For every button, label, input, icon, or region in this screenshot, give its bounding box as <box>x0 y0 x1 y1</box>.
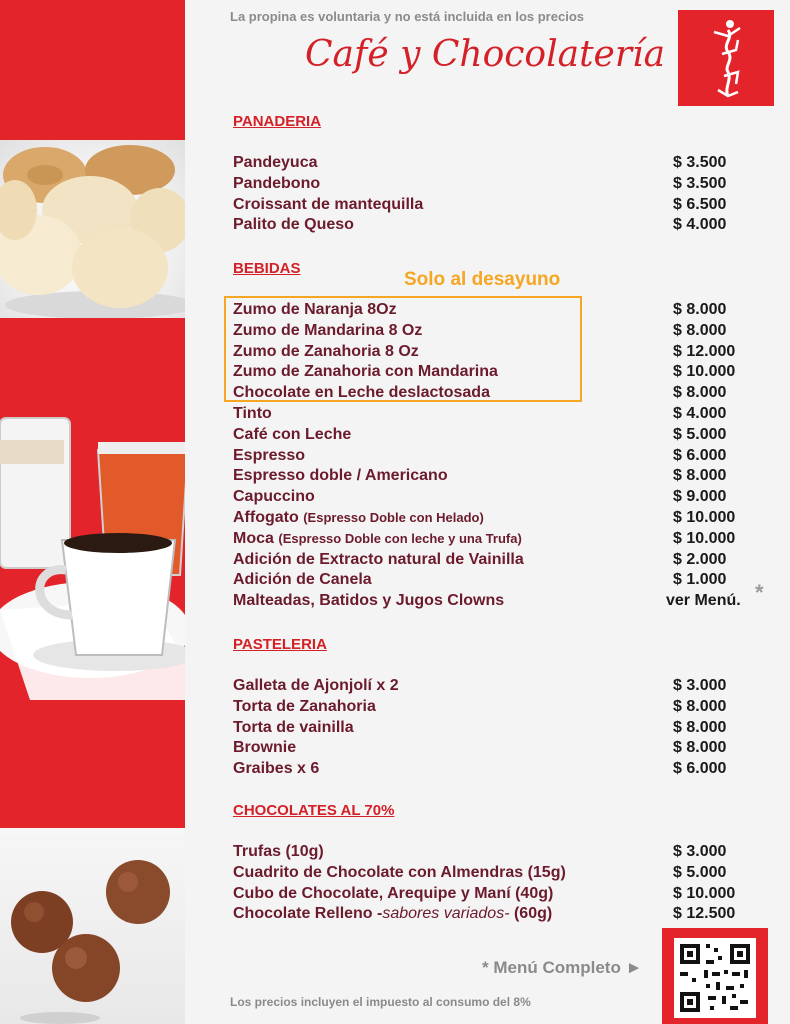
item-name: Galleta de Ajonjolí x 2 <box>233 677 399 694</box>
qr-code-icon <box>674 938 756 1018</box>
bread-illustration <box>0 140 185 318</box>
item-price: $ 10.000 <box>673 529 736 547</box>
item-name: Capuccino <box>233 488 315 506</box>
item-name: Espresso doble / Americano <box>233 467 448 485</box>
item-price: $ 1.000 <box>673 571 727 589</box>
list-item <box>233 466 761 487</box>
item-note: (Espresso Doble con leche y una Trufa) <box>278 530 522 546</box>
item-name <box>233 904 552 925</box>
truffles-photo <box>0 828 185 1024</box>
item-price: $ 8.000 <box>673 384 727 402</box>
item-price: $ 5.000 <box>673 425 727 443</box>
item-name: Adición de Extracto natural de Vainilla <box>233 550 524 568</box>
list-item <box>233 570 761 591</box>
breakfast-only-label: Solo al desayuno <box>404 269 561 290</box>
item-name: Cubo de Chocolate, Arequipe y Maní (40g) <box>233 884 554 902</box>
dancer-logo-icon <box>678 10 774 106</box>
list-item <box>233 591 761 612</box>
bebidas-list <box>233 300 761 612</box>
brand-title: Café y Chocolatería <box>305 34 666 75</box>
item-price: $ 8.000 <box>673 301 727 318</box>
truffles-illustration <box>0 828 185 1024</box>
list-item <box>233 508 761 529</box>
item-price: $ 6.000 <box>673 760 727 778</box>
item-price: $ 10.000 <box>673 363 736 381</box>
item-name: Espresso <box>233 446 306 464</box>
item-note: (Espresso Doble con Helado) <box>303 509 484 525</box>
asterisk-mark: * <box>482 958 489 977</box>
item-price: $ 8.000 <box>673 321 727 339</box>
item-name: Torta de Zanahoria <box>233 697 376 715</box>
item-name: Pandebono <box>233 174 321 192</box>
full-menu-label: Menú Completo <box>493 958 621 977</box>
item-price: $ 3.500 <box>673 174 727 192</box>
item-price: $ 12.500 <box>673 905 736 923</box>
list-item <box>233 446 761 467</box>
play-arrow-icon: ► <box>625 958 643 977</box>
item-name: Torta de vainilla <box>233 718 354 736</box>
section-title-bebidas: BEBIDAS <box>233 260 301 277</box>
bread-photo <box>0 140 185 318</box>
asterisk-mark: * <box>755 580 764 605</box>
item-price: $ 8.000 <box>673 739 727 757</box>
item-price: $ 8.000 <box>673 718 727 736</box>
item-label: Affogato <box>233 508 299 526</box>
item-price: $ 6.500 <box>673 195 727 213</box>
list-item <box>233 215 761 236</box>
item-price: $ 2.000 <box>673 550 727 568</box>
brand-logo <box>678 10 774 106</box>
item-name: Zumo de Naranja 8Oz <box>233 301 397 318</box>
item-name: Brownie <box>233 739 297 757</box>
section-title-panaderia: PANADERIA <box>233 113 322 130</box>
item-name: Adición de Canela <box>233 571 372 589</box>
item-price: $ 9.000 <box>673 488 727 506</box>
item-price: $ 3.000 <box>673 843 727 860</box>
item-price: $ 5.000 <box>673 863 727 881</box>
list-item <box>233 195 761 216</box>
item-name: Café con Leche <box>233 425 352 443</box>
item-price: $ 4.000 <box>673 404 727 422</box>
qr-code-pattern <box>674 938 756 1018</box>
pasteleria-list <box>233 676 761 780</box>
qr-code[interactable] <box>662 928 768 1024</box>
list-item <box>233 300 761 321</box>
section-title-chocolates: CHOCOLATES AL 70% <box>233 802 395 819</box>
list-item <box>233 697 761 718</box>
item-name: Trufas (10g) <box>233 843 324 860</box>
item-price: $ 10.000 <box>673 508 736 526</box>
item-label: Chocolate Relleno - <box>233 905 383 923</box>
item-weight: (60g) <box>509 905 553 923</box>
list-item <box>233 863 761 884</box>
list-item <box>233 550 761 571</box>
full-menu-link[interactable] <box>482 958 642 978</box>
list-item <box>233 321 761 342</box>
list-item <box>233 529 761 550</box>
item-name: Cuadrito de Chocolate con Almendras (15g) <box>233 863 566 881</box>
item-name: Croissant de mantequilla <box>233 195 424 213</box>
item-price: $ 4.000 <box>673 216 727 234</box>
section-title-pasteleria: PASTELERIA <box>233 636 327 653</box>
tax-note: Los precios incluyen el impuesto al consumo del 8% <box>230 995 531 1009</box>
item-name <box>233 508 484 529</box>
list-item <box>233 759 761 780</box>
item-flavors: sabores variados- <box>382 905 510 923</box>
menu-content <box>185 0 790 1024</box>
list-item <box>233 842 761 863</box>
see-menu-link[interactable]: ver Menú. <box>666 592 741 610</box>
item-price: $ 12.000 <box>673 342 736 360</box>
list-item <box>233 487 761 508</box>
item-label: Moca <box>233 529 274 547</box>
coffee-juice-photo <box>0 400 185 700</box>
item-name: Zumo de Zanahoria con Mandarina <box>233 363 498 381</box>
list-item <box>233 884 761 905</box>
list-item <box>233 362 761 383</box>
list-item <box>233 174 761 195</box>
item-name: Graibes x 6 <box>233 760 320 778</box>
tip-note: La propina es voluntaria y no está incluida en los precios <box>230 9 584 24</box>
item-price: $ 3.000 <box>673 677 727 694</box>
item-name: Pandeyuca <box>233 154 318 171</box>
item-name: Malteadas, Batidos y Jugos Clowns <box>233 592 505 610</box>
item-price: $ 8.000 <box>673 467 727 485</box>
item-name: Zumo de Zanahoria 8 Oz <box>233 342 419 360</box>
item-name: Chocolate en Leche deslactosada <box>233 384 490 402</box>
item-price: $ 3.500 <box>673 154 727 171</box>
panaderia-list <box>233 153 761 236</box>
list-item <box>233 425 761 446</box>
list-item <box>233 738 761 759</box>
item-price: $ 8.000 <box>673 697 727 715</box>
list-item <box>233 676 761 697</box>
coffee-cups-illustration <box>0 400 185 700</box>
item-name: Zumo de Mandarina 8 Oz <box>233 321 423 339</box>
item-price: $ 6.000 <box>673 446 727 464</box>
item-price: $ 10.000 <box>673 884 736 902</box>
list-item <box>233 404 761 425</box>
list-item <box>233 904 761 925</box>
list-item <box>233 718 761 739</box>
item-name: Palito de Queso <box>233 216 354 234</box>
list-item <box>233 383 761 404</box>
item-name: Tinto <box>233 404 272 422</box>
list-item <box>233 153 761 174</box>
list-item <box>233 342 761 363</box>
chocolates-list <box>233 842 761 925</box>
item-name <box>233 529 522 550</box>
